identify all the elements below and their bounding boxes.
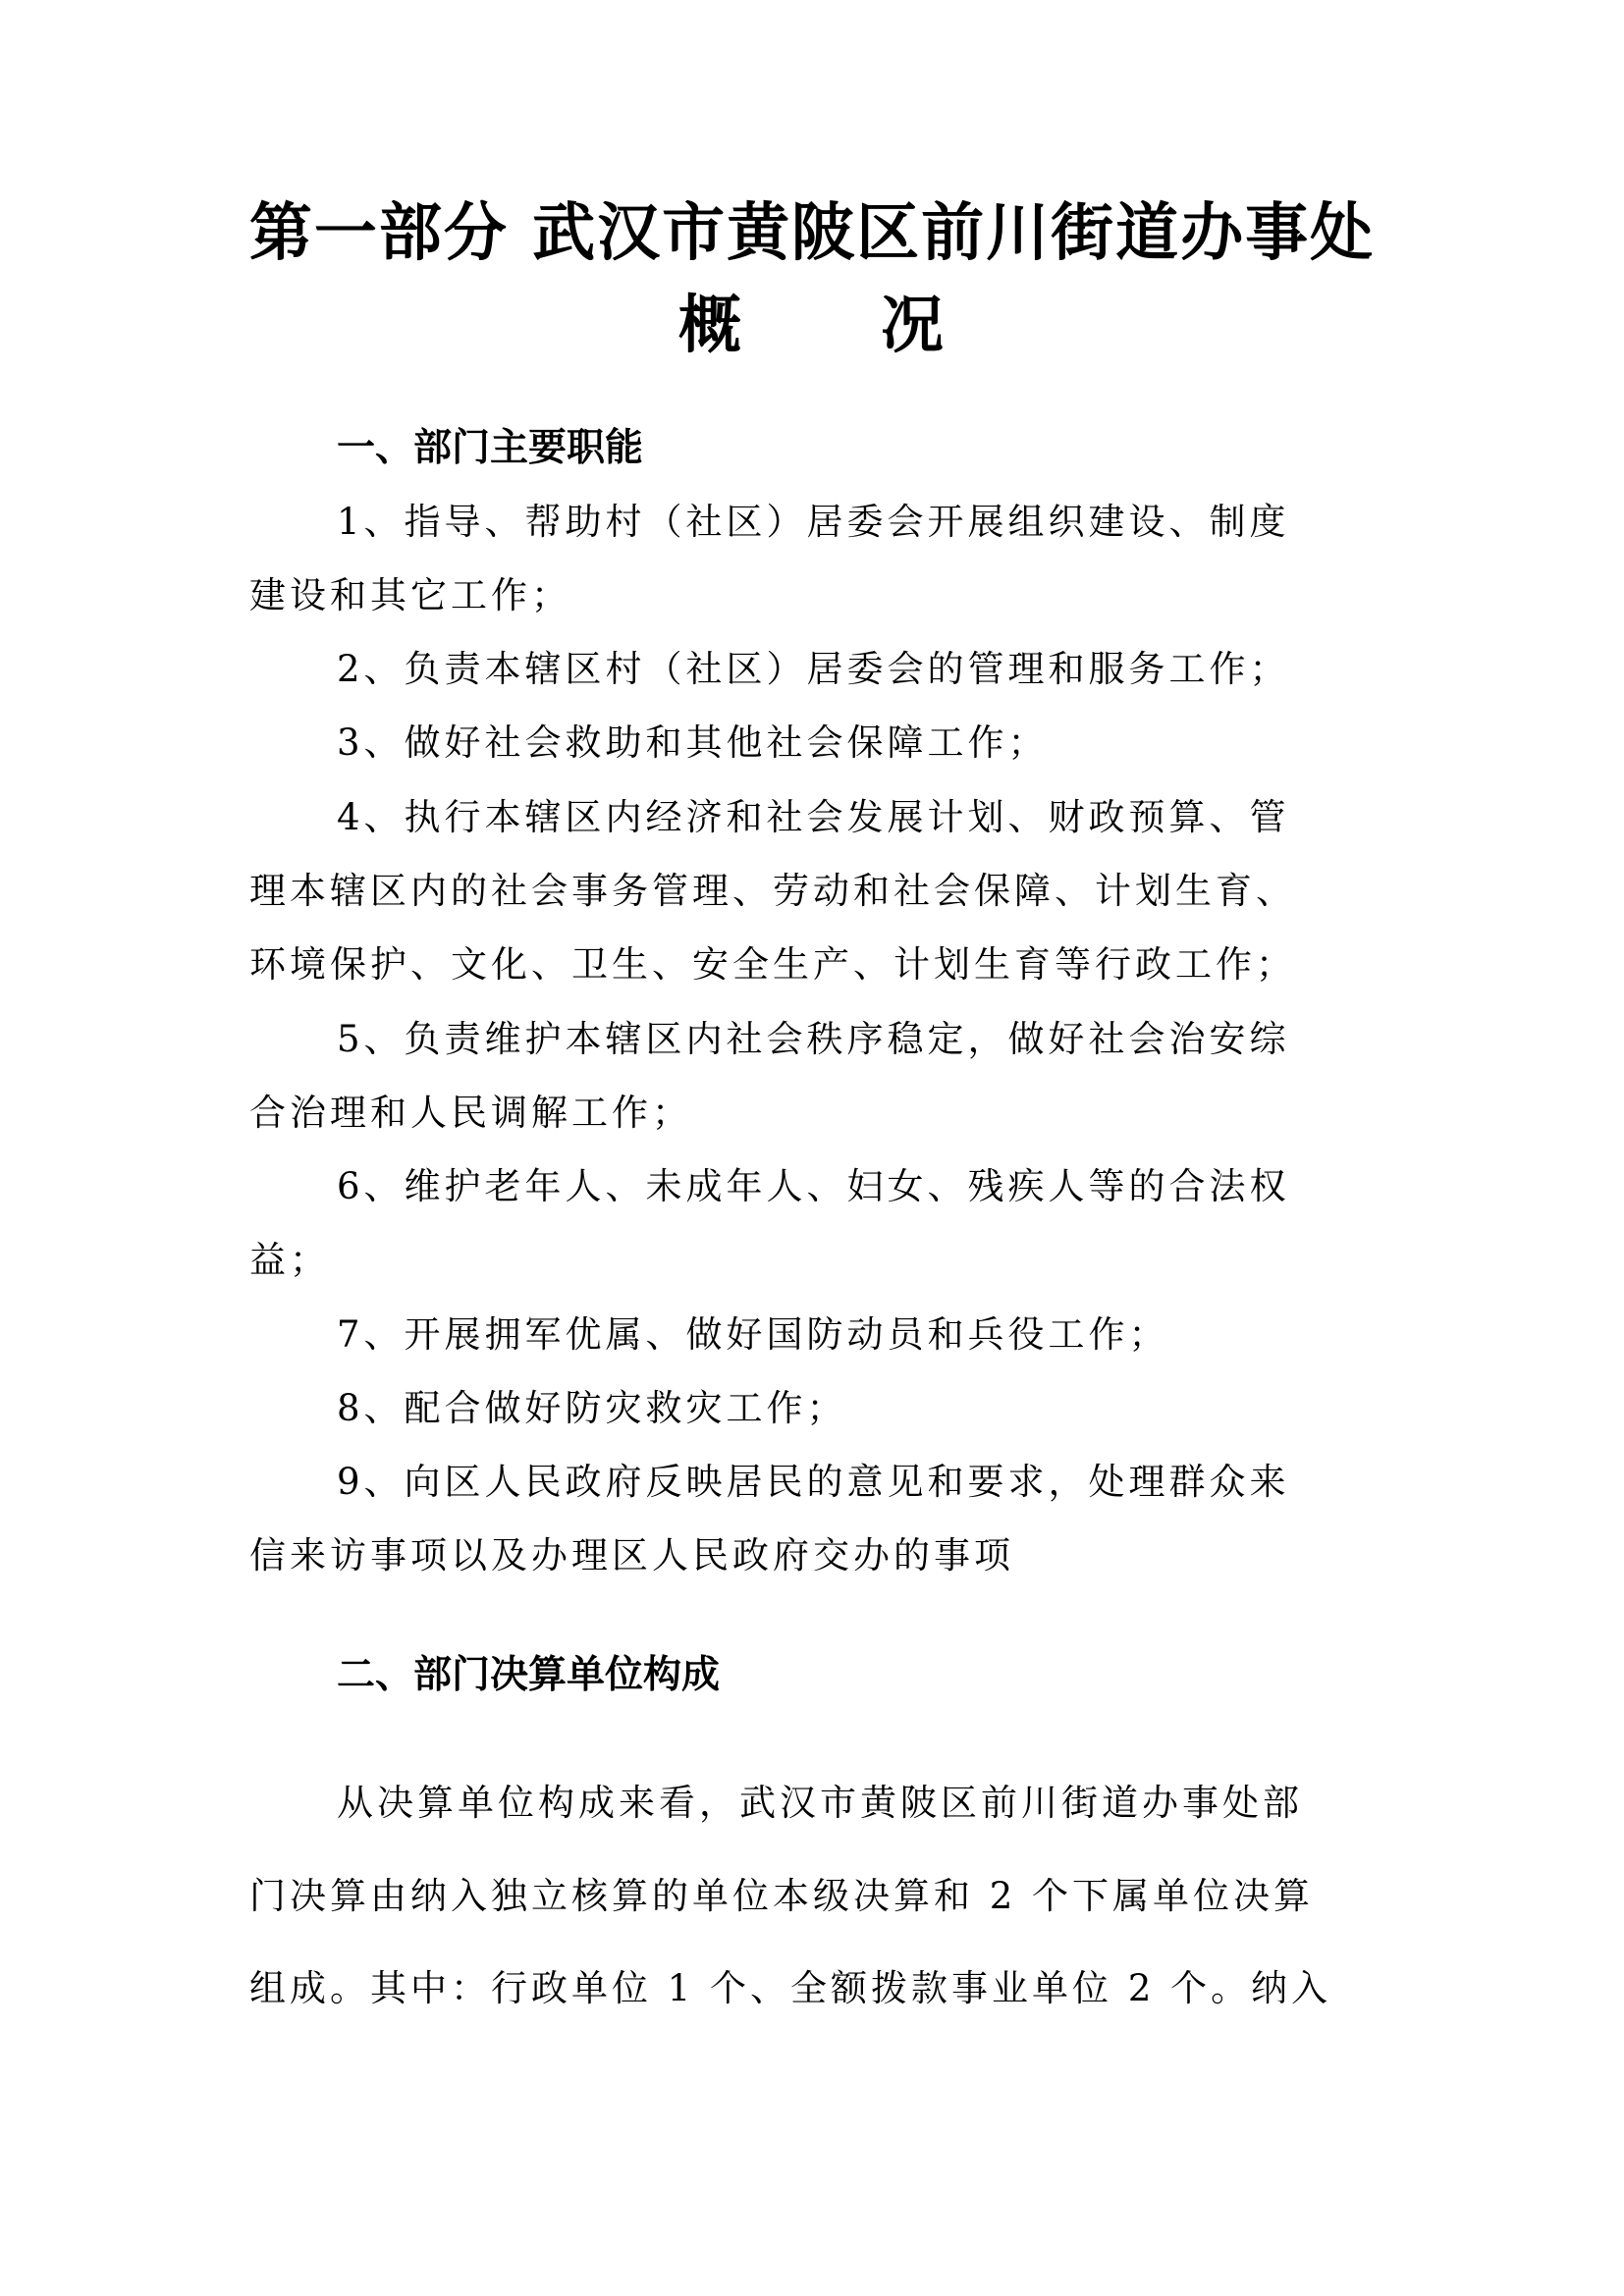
paragraph-line: 2、负责本辖区村（社区）居委会的管理和服务工作； [337, 648, 1290, 690]
page-title: 第一部分 武汉市黄陂区前川街道办事处 [248, 197, 1376, 270]
paragraph-line: 4、执行本辖区内经济和社会发展计划、财政预算、管 [337, 796, 1290, 838]
paragraph-line: 6、维护老年人、未成年人、妇女、残疾人等的合法权 [337, 1165, 1290, 1207]
paragraph-line: 9、向区人民政府反映居民的意见和要求，处理群众来 [337, 1461, 1290, 1503]
paragraph-line: 从决算单位构成来看，武汉市黄陂区前川街道办事处部 [337, 1782, 1303, 1824]
section-heading-units: 二、部门决算单位构成 [337, 1653, 721, 1697]
section-heading-functions: 一、部门主要职能 [337, 426, 644, 470]
paragraph-line: 信来访事项以及办理区人民政府交办的事项 [249, 1534, 1014, 1576]
paragraph-line: 组成。其中：行政单位 1 个、全额拨款事业单位 2 个。纳入 [249, 1967, 1332, 2009]
paragraph-line: 8、配合做好防灾救灾工作； [337, 1387, 847, 1429]
paragraph-line: 益； [249, 1239, 330, 1281]
page-title-line2 [196, 287, 1428, 365]
page-title-word-1: 概 [678, 290, 743, 362]
paragraph-line: 合治理和人民调解工作； [249, 1092, 692, 1134]
paragraph-line: 建设和其它工作； [249, 574, 571, 616]
paragraph-line: 3、做好社会救助和其他社会保障工作； [337, 721, 1049, 764]
paragraph-line: 环境保护、文化、卫生、安全生产、计划生育等行政工作； [249, 943, 1296, 986]
paragraph-line: 7、开展拥军优属、做好国防动员和兵役工作； [337, 1313, 1169, 1356]
paragraph-line: 门决算由纳入独立核算的单位本级决算和 2 个下属单位决算 [249, 1875, 1315, 1917]
paragraph-line: 理本辖区内的社会事务管理、劳动和社会保障、计划生育、 [249, 870, 1296, 912]
paragraph-line: 1、指导、帮助村（社区）居委会开展组织建设、制度 [337, 501, 1290, 543]
page-title-word-2: 况 [881, 290, 946, 362]
paragraph-line: 5、负责维护本辖区内社会秩序稳定，做好社会治安综 [337, 1018, 1290, 1060]
